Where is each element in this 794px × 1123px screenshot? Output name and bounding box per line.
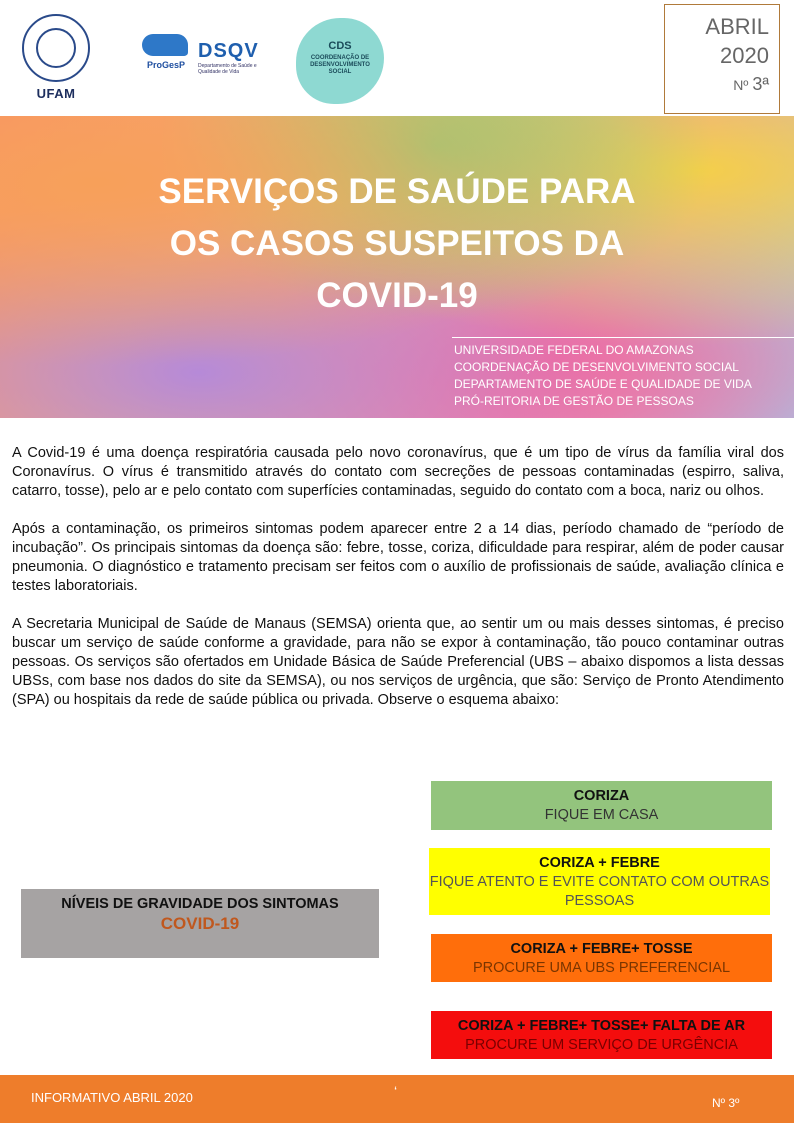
issue-date-box xyxy=(664,4,780,114)
level-symptoms: CORIZA + FEBRE xyxy=(539,855,660,871)
severity-level-3 xyxy=(431,934,772,982)
org-line: PRÓ-REITORIA DE GESTÃO DE PESSOAS xyxy=(454,394,694,408)
org-line: COORDENAÇÃO DE DESENVOLVIMENTO SOCIAL xyxy=(454,360,739,374)
cds-title: CDS xyxy=(328,40,352,52)
issue-year: 2020 xyxy=(720,43,769,68)
progesp-mark-icon xyxy=(142,34,188,56)
banner-title xyxy=(0,166,794,322)
progesp-logo xyxy=(138,34,194,82)
banner-title-line-2: OS CASOS SUSPEITOS DA xyxy=(169,224,625,263)
ufam-seal-icon xyxy=(22,14,90,82)
issue-number-prefix: Nº xyxy=(733,77,749,93)
level-action: PROCURE UM SERVIÇO DE URGÊNCIA xyxy=(465,1037,738,1053)
paragraph: Após a contaminação, os primeiros sintomas podem aparecer entre 2 a 14 dias, período chamado de “período de incubação”. Os principais sintomas da doença são: febre, tosse, coriza, dificuldade para respirar, além de poder causar pneumonia. O diagnóstico e tratamento precisam ser feitos com o auxílio de profissionais de saúde, avaliação clínica e testes laboratoriais. xyxy=(12,521,784,594)
severity-levels-title: NÍVEIS DE GRAVIDADE DOS SINTOMAS xyxy=(61,896,339,912)
banner-organizations xyxy=(454,342,794,410)
ufam-logo xyxy=(20,14,92,101)
footer-issue-number: Nº 3º xyxy=(712,1096,740,1110)
paragraph: A Secretaria Municipal de Saúde de Manaus (SEMSA) orienta que, ao sentir um ou mais desses sintomas, é preciso buscar um serviço de saúde conforme a gravidade, para não se expor à contaminação, tão pouco contaminar outras pessoas. Os serviços são ofertados em Unidade Básica de Saúde Preferencial (UBS – abaixo dispomos a lista dessas UBSs, com base nos dados do site da SEMSA), ou nos serviços de urgência, que são: Serviço de Pronto Atendimento (SPA) ou hospitais da rede de saúde pública ou privada. Observe o esquema abaixo: xyxy=(12,616,784,708)
issue-month: ABRIL xyxy=(705,14,769,39)
progesp-label: ProGesP xyxy=(146,60,186,70)
article-body xyxy=(12,444,784,729)
cds-logo xyxy=(296,18,384,104)
severity-level-2 xyxy=(429,848,770,915)
banner xyxy=(0,116,794,418)
org-line: DEPARTAMENTO DE SAÚDE E QUALIDADE DE VIDA xyxy=(454,377,752,391)
level-symptoms: CORIZA + FEBRE+ TOSSE xyxy=(510,941,693,957)
severity-levels-title-box xyxy=(21,889,379,958)
level-symptoms: CORIZA xyxy=(573,788,630,804)
issue-number xyxy=(665,71,769,98)
footer-bar xyxy=(0,1075,794,1123)
issue-number-value: 3ª xyxy=(752,74,769,94)
banner-title-line-1: SERVIÇOS DE SAÚDE PARA xyxy=(158,172,636,211)
level-symptoms: CORIZA + FEBRE+ TOSSE+ FALTA DE AR xyxy=(457,1018,746,1034)
severity-level-4 xyxy=(431,1011,772,1059)
banner-divider xyxy=(452,337,794,338)
level-action: FIQUE ATENTO E EVITE CONTATO COM OUTRAS PESSOAS xyxy=(429,874,770,909)
paragraph: A Covid-19 é uma doença respiratória causada pelo novo coronavírus, que é um tipo de vírus da família viral dos Coronavírus. O vírus é transmitido através do contato com secreções de pessoas contaminadas (espirro, saliva, catarro, tosse), pelo ar e pelo contato com superfícies contaminadas, seguido do contato com a boca, nariz ou olhos. xyxy=(12,445,784,499)
footer-mark: ‘ xyxy=(394,1083,398,1099)
level-action: PROCURE UMA UBS PREFERENCIAL xyxy=(472,960,731,976)
severity-levels-subtitle: COVID-19 xyxy=(160,914,240,933)
severity-level-1 xyxy=(431,781,772,830)
footer-publication: INFORMATIVO ABRIL 2020 xyxy=(31,1090,193,1105)
level-action: FIQUE EM CASA xyxy=(544,807,659,823)
cds-subtitle: COORDENAÇÃO DE DESENVOLVIMENTO SOCIAL xyxy=(310,55,370,75)
org-line: UNIVERSIDADE FEDERAL DO AMAZONAS xyxy=(454,343,694,357)
dsqv-subtitle: Departamento de Saúde e Qualidade de Vida xyxy=(198,63,257,75)
dsqv-label: DSQV xyxy=(198,40,259,62)
dsqv-logo xyxy=(198,40,278,75)
ufam-label: UFAM xyxy=(36,86,76,101)
banner-title-line-3: COVID-19 xyxy=(316,276,478,315)
